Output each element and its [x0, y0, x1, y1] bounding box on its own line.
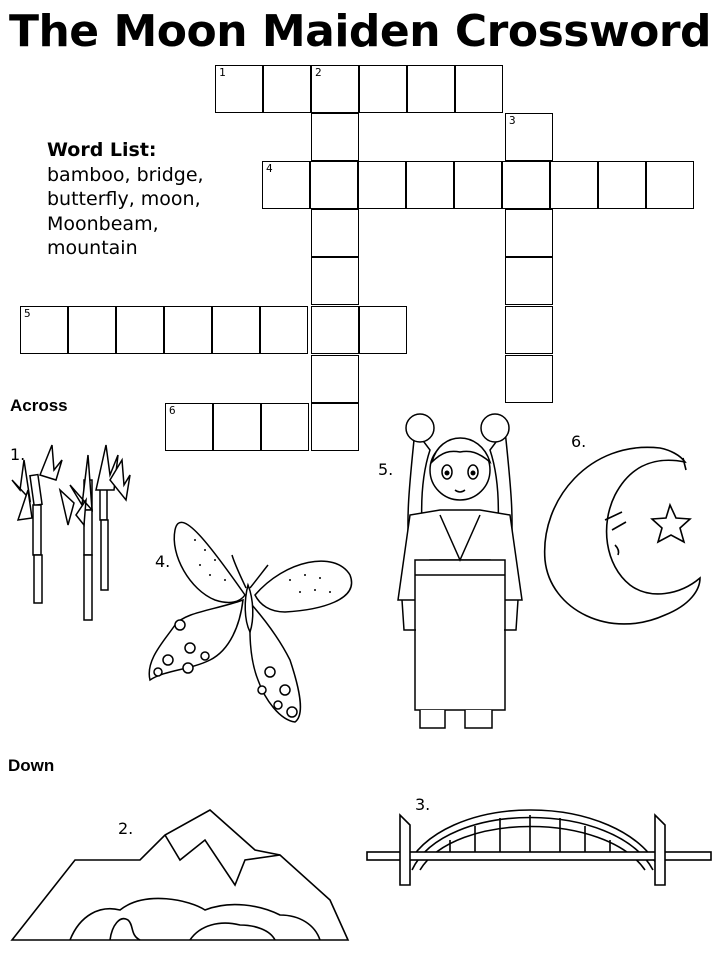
clue-label-across-4: 4. [155, 552, 171, 571]
grid-cell[interactable] [359, 65, 407, 113]
grid-cell[interactable] [505, 306, 553, 354]
grid-cell-5[interactable] [20, 306, 68, 354]
grid-cell[interactable] [358, 161, 406, 209]
clue-number-2: 2 [315, 66, 322, 79]
clue-label-down-3: 3. [415, 795, 431, 814]
grid-cell[interactable] [646, 161, 694, 209]
word-list-line: bamboo, bridge, [47, 163, 204, 186]
grid-cell[interactable] [598, 161, 646, 209]
grid-cell[interactable] [505, 257, 553, 305]
across-heading: Across [10, 396, 68, 415]
grid-cell[interactable] [311, 209, 359, 257]
grid-cell-4[interactable] [262, 161, 310, 209]
word-list-heading: Word List: [47, 139, 157, 161]
grid-cell[interactable] [406, 161, 454, 209]
grid-cell[interactable] [505, 355, 553, 403]
grid-cell[interactable] [261, 403, 309, 451]
clue-label-across-1: 1. [10, 445, 26, 464]
grid-cell[interactable] [260, 306, 308, 354]
clue-number-1: 1 [219, 66, 226, 79]
clue-label-across-6: 6. [571, 432, 587, 451]
grid-cell[interactable] [311, 257, 359, 305]
moon-maiden-illustration [385, 405, 535, 735]
grid-cell[interactable] [213, 403, 261, 451]
mountain-illustration [10, 800, 355, 950]
bamboo-illustration [0, 430, 140, 630]
word-list-line: mountain [47, 237, 138, 259]
grid-cell-1[interactable] [215, 65, 263, 113]
grid-cell-3[interactable] [505, 113, 553, 161]
crossword-grid [0, 0, 720, 460]
grid-cell[interactable] [550, 161, 598, 209]
grid-cell[interactable] [311, 113, 359, 161]
page-title: The Moon Maiden Crossword [8, 6, 712, 57]
grid-cell-2[interactable] [311, 65, 359, 113]
clue-number-6: 6 [169, 404, 176, 417]
grid-cell[interactable] [505, 209, 553, 257]
word-list-line: Moonbeam, [47, 212, 159, 235]
grid-cell[interactable] [502, 161, 550, 209]
butterfly-illustration [130, 510, 360, 730]
word-list-line: butterfly, moon, [47, 188, 201, 210]
clue-label-down-2: 2. [118, 819, 134, 838]
grid-cell[interactable] [359, 306, 407, 354]
clue-number-4: 4 [266, 162, 273, 175]
grid-cell[interactable] [455, 65, 503, 113]
grid-cell[interactable] [311, 355, 359, 403]
grid-cell[interactable] [311, 403, 359, 451]
grid-cell-6[interactable] [165, 403, 213, 451]
bridge-illustration [365, 790, 715, 895]
grid-cell[interactable] [454, 161, 502, 209]
crescent-moon-illustration [540, 440, 715, 630]
grid-cell[interactable] [68, 306, 116, 354]
clue-number-3: 3 [509, 114, 516, 127]
down-heading: Down [8, 756, 55, 775]
clue-number-5: 5 [24, 307, 31, 320]
grid-cell[interactable] [311, 306, 359, 354]
grid-cell[interactable] [116, 306, 164, 354]
grid-cell[interactable] [310, 161, 358, 209]
grid-cell[interactable] [212, 306, 260, 354]
clue-label-across-5: 5. [378, 460, 394, 479]
grid-cell[interactable] [164, 306, 212, 354]
grid-cell[interactable] [407, 65, 455, 113]
grid-cell[interactable] [263, 65, 311, 113]
